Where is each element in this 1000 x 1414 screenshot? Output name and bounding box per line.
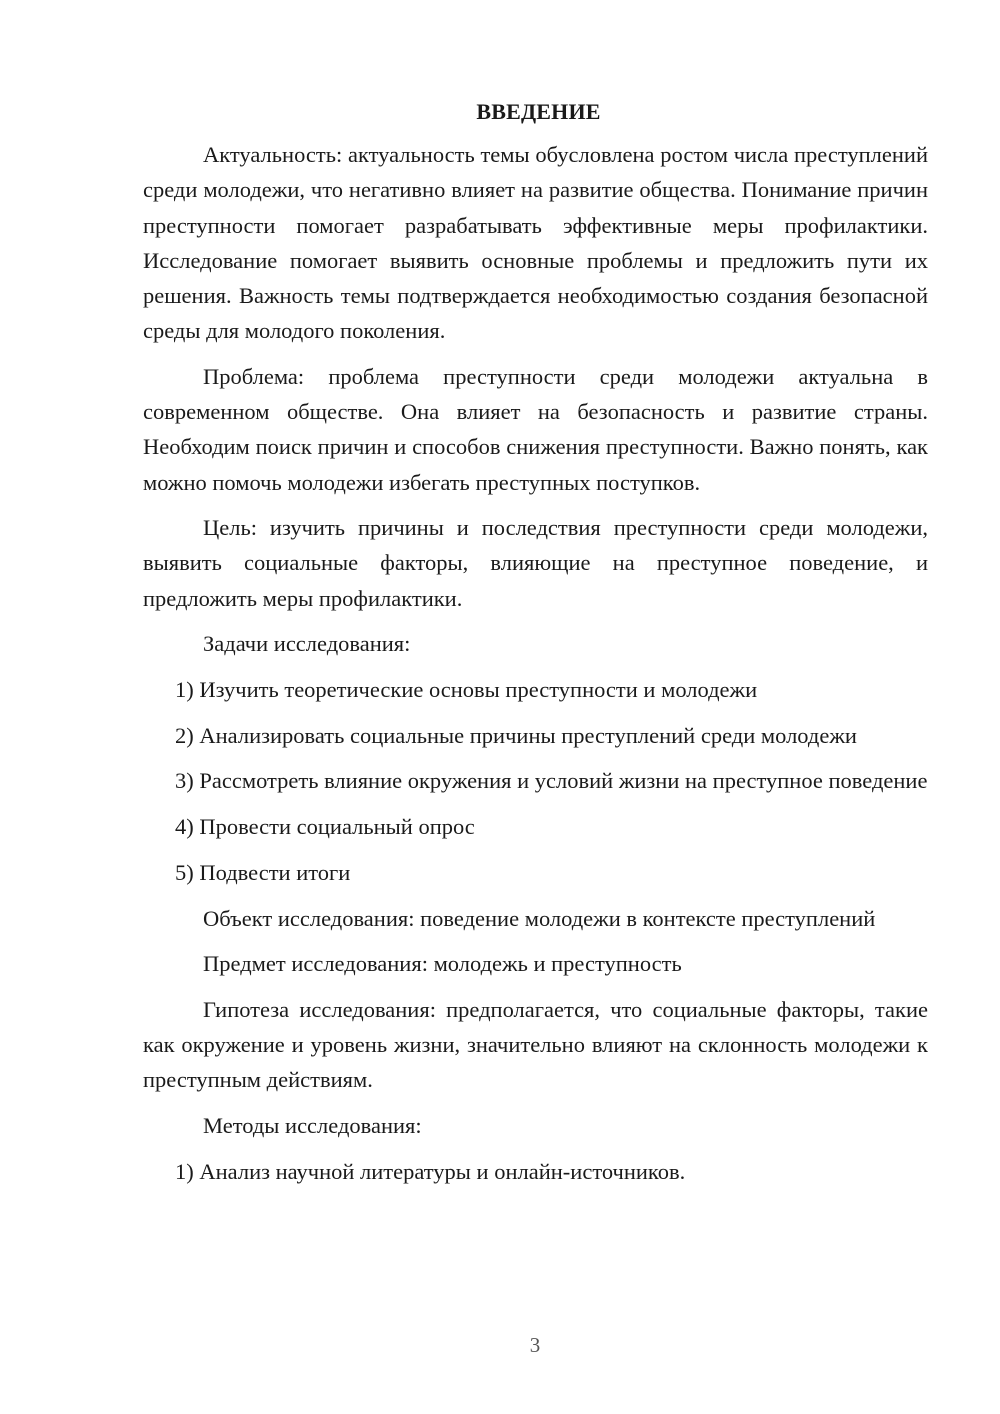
subject-paragraph: Предмет исследования: молодежь и преступность: [203, 951, 682, 977]
goal-paragraph: Цель: изучить причины и последствия преступности среди молодежи, выявить социальные факторы, влияющие на преступное поведение, и предложить меры профилактики.: [143, 515, 928, 611]
method-item: 1) Анализ научной литературы и онлайн-источников.: [175, 1158, 686, 1184]
problem-paragraph: Проблема: проблема преступности среди молодежи актуальна в современном обществе. Она влияет на безопасность и развитие страны. Необходим поиск причин и способов снижения преступности. Важно понять, как можно помочь молодежи избегать преступных поступков.: [143, 363, 928, 495]
relevance-paragraph: Актуальность: актуальность темы обусловлена ростом числа преступлений среди молодежи, что негативно влияет на развитие общества. Понимание причин преступности помогает разрабатывать эффективные меры профилактики. Исследование помогает выявить основные проблемы и предложить пути их решения. Важность темы подтверждается необходимостью создания безопасной среды для молодого поколения.: [143, 142, 928, 344]
hypothesis-paragraph: Гипотеза исследования: предполагается, что социальные факторы, такие как окружение и уровень жизни, значительно влияют на склонность молодежи к преступным действиям.: [143, 996, 928, 1093]
section-heading: ВВЕДЕНИЕ: [476, 99, 601, 124]
task-item: 3) Рассмотреть влияние окружения и условий жизни на преступное поведение: [175, 768, 928, 794]
methods-title: Методы исследования:: [203, 1113, 422, 1139]
task-item: 5) Подвести итоги: [175, 859, 351, 885]
page-content: [143, 94, 928, 1189]
tasks-title: Задачи исследования:: [203, 631, 411, 657]
task-item: 1) Изучить теоретические основы преступности и молодежи: [175, 677, 758, 703]
task-item: 4) Провести социальный опрос: [175, 814, 475, 840]
page-number: 3: [529, 1333, 541, 1357]
task-item: 2) Анализировать социальные причины преступлений среди молодежи: [175, 722, 857, 748]
object-paragraph: Объект исследования: поведение молодежи в контексте преступлений: [203, 905, 876, 931]
